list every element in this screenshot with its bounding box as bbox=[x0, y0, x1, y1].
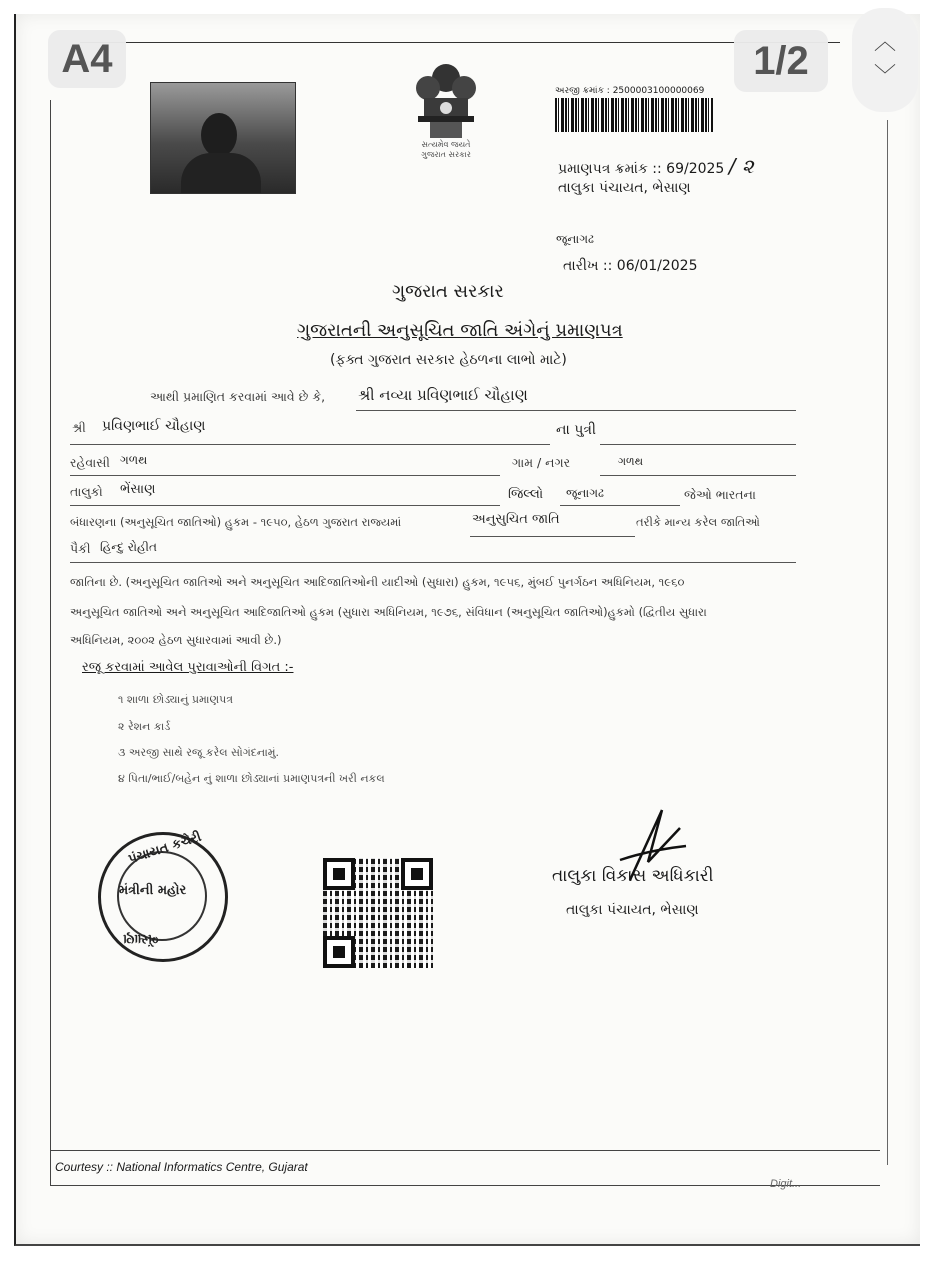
father-prefix: શ્રી bbox=[72, 420, 86, 435]
certificate-subtitle: (ફક્ત ગુજરાત સરકાર હેઠળના લાભો માટે) bbox=[330, 352, 567, 368]
chevron-up-icon[interactable]: ︿ bbox=[873, 30, 896, 55]
residence-value: ગળથ bbox=[120, 453, 148, 467]
emblem-caption: સત્યમેવ જયતે ગુજરાત સરકાર bbox=[421, 140, 471, 159]
footer-top-line bbox=[50, 1150, 880, 1151]
order-text: બંધારણના (અનુસૂચિત જાતિઓ) હુકમ - ૧૯૫૦, હેઠળ ગુજરાત રાજ્યમાં bbox=[70, 515, 402, 529]
courtesy-note: Courtesy :: National Informatics Centre, Gujarat bbox=[55, 1160, 308, 1174]
holder-name: શ્રી નવ્યા પ્રવિણભાઈ ચૌહાણ bbox=[358, 386, 528, 404]
right-border-line bbox=[887, 120, 888, 1165]
evidence-item: ૩ અરજી સાથે રજૂ કરેલ સોગંદનામું. bbox=[118, 746, 280, 759]
application-number: અરજી ક્રમાંક : 2500003100000069 bbox=[555, 86, 705, 96]
taluka-value: ભેંસાણ bbox=[120, 482, 156, 497]
barcode bbox=[555, 98, 713, 132]
district-value: જૂનાગઢ bbox=[566, 486, 604, 500]
district-label: જિલ્લો bbox=[508, 487, 544, 502]
caste-value: હિન્દુ રોહીત bbox=[100, 540, 157, 554]
issue-date: તારીખ :: 06/01/2025 bbox=[563, 258, 698, 274]
signatory-office: તાલુકા પંચાયત, ભેસાણ bbox=[566, 902, 699, 918]
paragraph-line-3: અધિનિયમ, ૨૦૦૨ હેઠળ સુધારવામાં આવી છે.) bbox=[70, 633, 282, 647]
residence-label: રહેવાસી bbox=[70, 455, 110, 470]
applicant-photo bbox=[150, 82, 296, 194]
caste-category: અનુસુચિત જાતિ bbox=[472, 512, 560, 527]
issuing-office: તાલુકા પંચાયત, ભેસાણ bbox=[558, 180, 691, 196]
handwritten-suffix: / ૨ bbox=[728, 154, 754, 178]
digital-note: Digit... bbox=[770, 1178, 802, 1190]
paragraph-line-2: અનુસૂચિત જાતિઓ અને અનુસૂચિત આદિજાતિઓ હુકમ (સુધારા અધિનિયમ, ૧૯૭૬, સંવિધાન (અનુસૂચિત જાતિઓ)હુકમો (દ્વિતીય સુધારા bbox=[70, 605, 707, 619]
footer-bottom-line bbox=[50, 1185, 880, 1186]
evidence-heading: રજૂ કરવામાં આવેલ પુરાવાઓની વિગત :- bbox=[82, 660, 294, 675]
office-seal-stamp: પંચાયત કચેરી મંત્રીની મહોર ભેંસાણ bbox=[98, 832, 228, 962]
signatory-designation: તાલુકા વિકાસ અધિકારી bbox=[552, 866, 714, 886]
village-label: ગામ / નગર bbox=[512, 455, 571, 470]
page-scroll-control[interactable] bbox=[852, 8, 918, 112]
page-indicator: 1/2 bbox=[734, 30, 828, 92]
chevron-down-icon[interactable]: ﹀ bbox=[873, 64, 896, 89]
certificate-number: પ્રમાણપત્ર ક્રમાંક :: 69/2025 / ૨ bbox=[558, 154, 754, 178]
evidence-item: ૪ પિતા/ભાઈ/બહેન નું શાળા છોડ્યાનાં પ્રમાણપત્રની ખરી નકલ bbox=[118, 772, 385, 785]
village-value: ગળથ bbox=[618, 455, 644, 468]
certificate-title: ગુજરાતની અનુસૂચિત જાતિ અંગેનું પ્રમાણપત્ર bbox=[297, 320, 623, 341]
evidence-item: ૧ શાળા છોડ્યાનું પ્રમાણપત્ર bbox=[118, 693, 233, 706]
taluka-label: તાલુકો bbox=[70, 484, 103, 499]
certify-prefix: આથી પ્રમાણિત કરવામાં આવે છે કે, bbox=[150, 389, 326, 404]
recognized-text: તરીકે માન્ય કરેલ જાતિઓ bbox=[636, 515, 760, 529]
caste-prefix: પૈકી bbox=[70, 541, 91, 556]
relation-label: ના પુત્રી bbox=[556, 422, 597, 438]
certificate-page bbox=[14, 14, 920, 1246]
father-name: પ્રવિણભાઈ ચૌહાણ bbox=[102, 418, 206, 434]
government-title: ગુજરાત સરકાર bbox=[392, 281, 504, 302]
verification-qr-code bbox=[323, 858, 433, 968]
left-border-line bbox=[50, 100, 51, 1185]
district: જૂનાગઢ bbox=[556, 232, 594, 246]
evidence-item: ૨ રેશન કાર્ડ bbox=[118, 720, 171, 733]
paragraph-line-1: જાતિના છે. (અનુસૂચિત જાતિઓ અને અનુસૂચિત આદિજાતિઓની યાદીઓ (સુધારા) હુકમ, ૧૯૫૬, મુંબઈ પુનર્ગઠન અધિનિયમ, ૧૯૬૦ bbox=[70, 575, 685, 589]
page-size-badge: A4 bbox=[48, 30, 126, 88]
india-suffix: જેઓ ભારતના bbox=[684, 487, 756, 502]
top-border-line bbox=[80, 42, 840, 43]
